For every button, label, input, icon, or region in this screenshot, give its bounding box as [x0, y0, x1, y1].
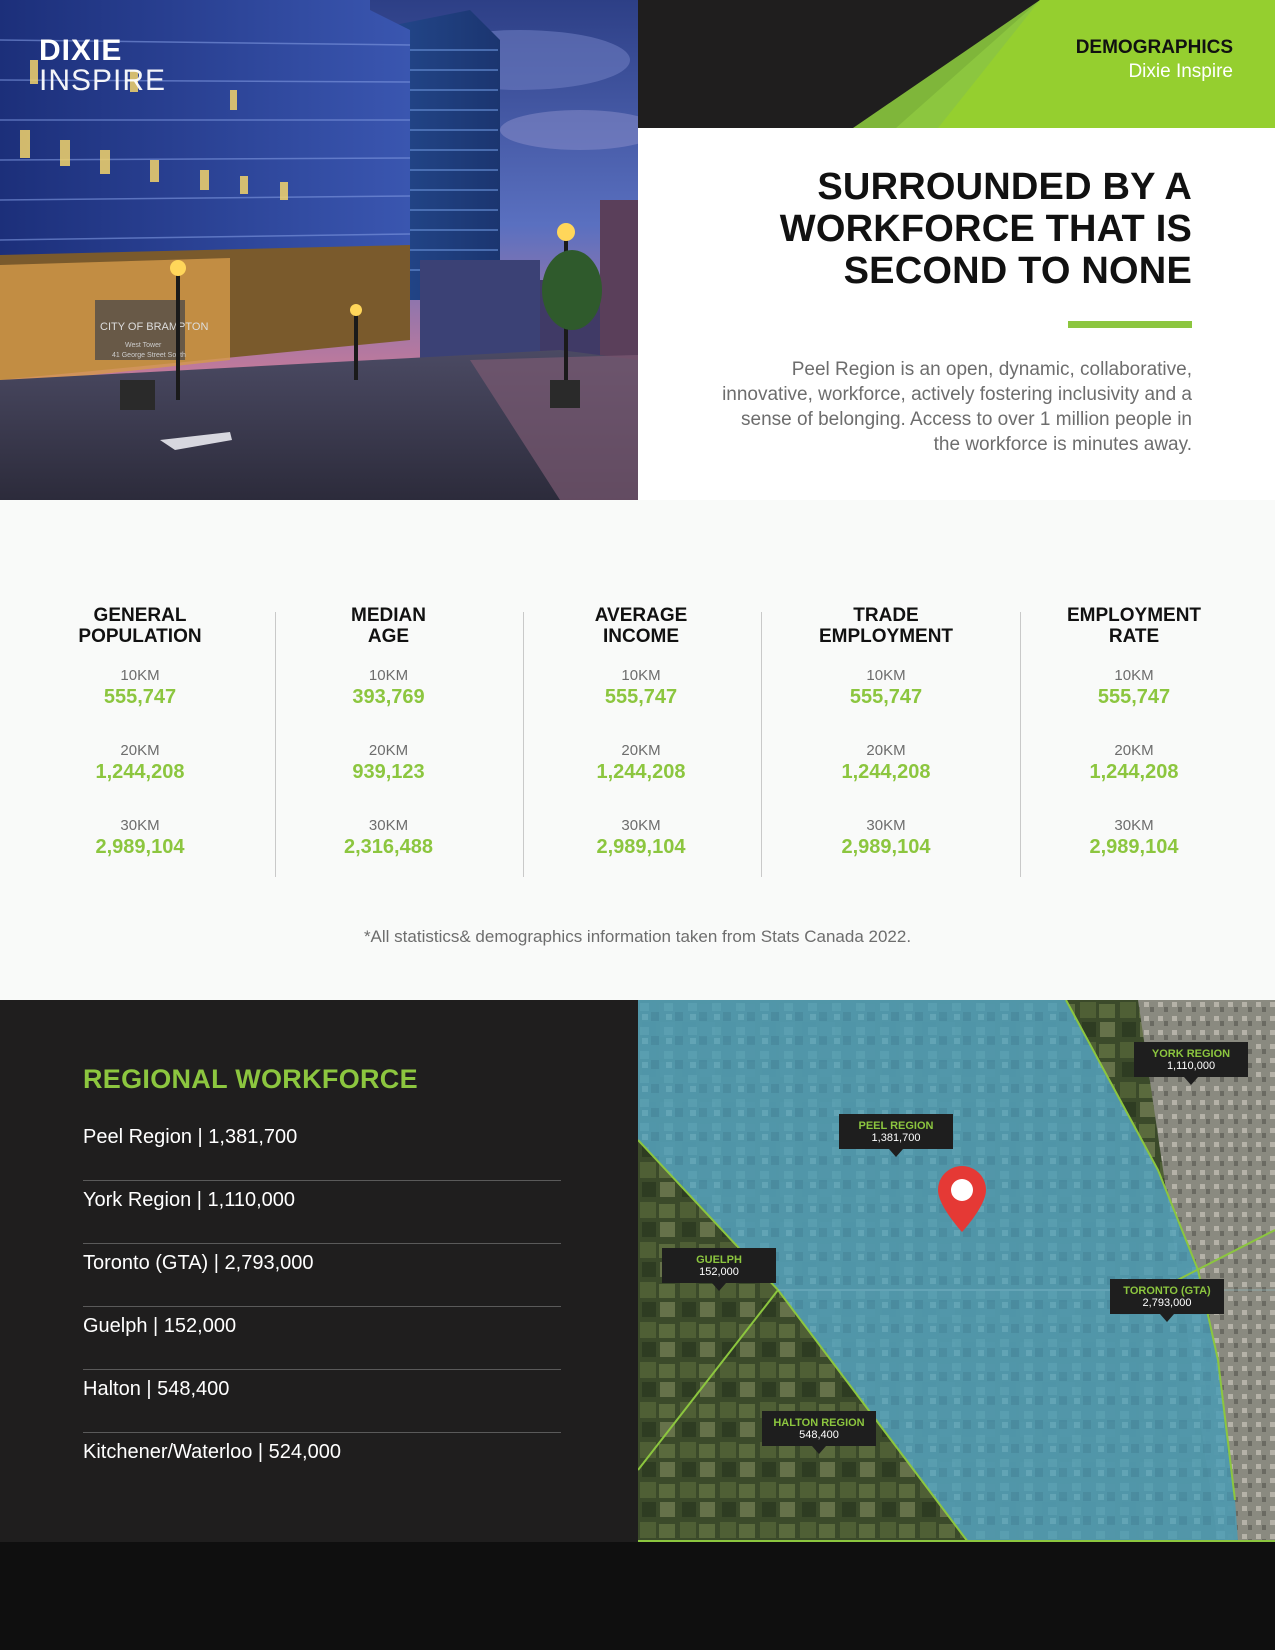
- list-item: Kitchener/Waterloo | 524,000: [83, 1441, 341, 1463]
- stat-label: 30KM: [866, 817, 906, 834]
- stat-title-line: AVERAGE: [594, 605, 688, 626]
- page-headline: [632, 166, 1192, 292]
- stat-label: 30KM: [120, 817, 160, 834]
- list-item: Halton | 548,400: [83, 1370, 561, 1433]
- stat-item: [290, 667, 487, 742]
- stat-value: 555,747: [1097, 686, 1171, 708]
- stats-footnote: *All statistics& demographics information taken from Stats Canada 2022.: [363, 927, 912, 946]
- stat-title-line: MEDIAN: [351, 605, 426, 626]
- stat-title: [40, 605, 240, 667]
- stat-title-line: POPULATION: [78, 626, 202, 647]
- map-tag-name: TORONTO (GTA): [1123, 1285, 1211, 1297]
- sign-west-tower: West Tower: [125, 342, 162, 349]
- sign-address: 41 George Street South: [112, 352, 186, 359]
- stat-column-trade-employment: [786, 605, 986, 892]
- stat-value: 393,769: [352, 686, 425, 708]
- map-tag-peel-region: [839, 1114, 953, 1149]
- headline-line: SECOND TO NONE: [843, 250, 1192, 292]
- list-item: Peel Region | 1,381,700: [83, 1118, 561, 1181]
- stat-value: 1,244,208: [1089, 761, 1179, 783]
- map-tag-value: 1,381,700: [871, 1132, 921, 1144]
- map-tag-toronto-gta: [1110, 1279, 1224, 1314]
- dixie-inspire-logo: [39, 36, 166, 96]
- stat-value: 2,989,104: [95, 836, 185, 858]
- stat-label: 10KM: [866, 667, 906, 684]
- map-tag-value: 2,793,000: [1142, 1297, 1192, 1309]
- stat-item: [786, 742, 986, 817]
- stat-value: 2,316,488: [344, 836, 433, 858]
- stat-title: [290, 605, 487, 667]
- stat-value: 555,747: [604, 686, 678, 708]
- logo-line-2: INSPIRE: [39, 64, 167, 97]
- column-divider: [761, 612, 762, 877]
- list-item: Toronto (GTA) | 2,793,000: [83, 1244, 561, 1307]
- stat-value: 1,244,208: [841, 761, 931, 783]
- headline-line: WORKFORCE THAT IS: [779, 208, 1192, 250]
- stat-label: 10KM: [621, 667, 661, 684]
- map-tag-name: GUELPH: [696, 1254, 742, 1266]
- header-band: [638, 0, 1275, 128]
- stat-title: [786, 605, 986, 667]
- stat-title-line: GENERAL: [93, 605, 187, 626]
- stat-item: [40, 817, 240, 892]
- regional-title: REGIONAL WORKFORCE: [83, 1064, 418, 1094]
- map-tag-halton-region: [762, 1411, 876, 1446]
- map-tag-value: 152,000: [699, 1266, 739, 1278]
- map-tag-name: PEEL REGION: [858, 1120, 934, 1132]
- intro-paragraph: Peel Region is an open, dynamic, collaborative, innovative, workforce, actively fostering inclusivity and a sense of belonging. Access to over 1 million people in the workforce is minutes away.: [722, 359, 1192, 455]
- map-tag-value: 1,110,000: [1166, 1060, 1216, 1072]
- accent-rule: [1068, 321, 1192, 328]
- stat-item: [1034, 742, 1234, 817]
- stat-title: [1034, 605, 1234, 667]
- street-photo: [0, 0, 638, 500]
- stat-label: 10KM: [368, 667, 409, 684]
- sign-city-of-brampton: CITY OF BRAMPTON: [100, 321, 209, 333]
- project-label: Dixie Inspire: [1128, 61, 1233, 82]
- stat-title-line: INCOME: [603, 626, 679, 647]
- stat-title: [541, 605, 741, 667]
- stat-label: 20KM: [621, 742, 661, 759]
- stat-label: 20KM: [120, 742, 160, 759]
- stat-value: 939,123: [352, 761, 425, 783]
- section-label: DEMOGRAPHICS: [1075, 37, 1233, 58]
- map-tag-york-region: [1134, 1042, 1248, 1077]
- stat-item: [290, 817, 487, 892]
- column-divider: [1020, 612, 1021, 877]
- stat-label: 10KM: [1114, 667, 1154, 684]
- regional-workforce-section: [0, 1000, 1275, 1542]
- stat-label: 10KM: [120, 667, 160, 684]
- column-divider: [523, 612, 524, 877]
- stat-item: [786, 817, 986, 892]
- stat-title-line: RATE: [1108, 626, 1160, 647]
- stat-label: 30KM: [368, 817, 409, 834]
- document-tag: [1076, 36, 1233, 84]
- stat-label: 20KM: [368, 742, 409, 759]
- hero-section: [0, 0, 1275, 500]
- map-tag-value: 548,400: [799, 1429, 839, 1441]
- stat-item: [541, 667, 741, 742]
- stat-column-median-age: [290, 605, 487, 892]
- regional-list: [83, 1118, 561, 1496]
- stat-value: 555,747: [103, 686, 177, 708]
- stat-item: [541, 817, 741, 892]
- stat-column-average-income: [541, 605, 741, 892]
- map-tag-name: YORK REGION: [1151, 1048, 1231, 1060]
- stat-label: 30KM: [621, 817, 661, 834]
- stat-item: [40, 667, 240, 742]
- map-tag-guelph: [662, 1248, 776, 1283]
- headline-line: SURROUNDED BY A: [817, 166, 1192, 208]
- stat-item: [541, 742, 741, 817]
- stat-item: [1034, 817, 1234, 892]
- stat-value: 1,244,208: [596, 761, 686, 783]
- stat-item: [1034, 667, 1234, 742]
- stat-label: 30KM: [1114, 817, 1154, 834]
- stat-value: 555,747: [849, 686, 923, 708]
- footer-band: [0, 1542, 1275, 1650]
- stat-value: 2,989,104: [1089, 836, 1179, 858]
- stat-title-line: TRADE: [853, 605, 919, 626]
- logo-line-1: DIXIE: [39, 34, 123, 67]
- stat-title-line: AGE: [367, 626, 410, 647]
- stat-title-line: EMPLOYMENT: [1066, 605, 1202, 626]
- regional-map: [638, 1000, 1275, 1542]
- stats-section: [0, 500, 1275, 1000]
- stat-title-line: EMPLOYMENT: [818, 626, 954, 647]
- map-tag-name: HALTON REGION: [773, 1417, 865, 1429]
- stat-column-general-population: [40, 605, 240, 892]
- list-item: York Region | 1,110,000: [83, 1181, 561, 1244]
- stat-value: 2,989,104: [596, 836, 686, 858]
- stat-label: 20KM: [1114, 742, 1154, 759]
- stat-column-employment-rate: [1034, 605, 1234, 892]
- column-divider: [275, 612, 276, 877]
- stat-label: 20KM: [866, 742, 906, 759]
- list-item: Guelph | 152,000: [83, 1307, 561, 1370]
- stat-value: 2,989,104: [841, 836, 931, 858]
- stat-item: [290, 742, 487, 817]
- stat-item: [40, 742, 240, 817]
- stat-item: [786, 667, 986, 742]
- stat-value: 1,244,208: [95, 761, 185, 783]
